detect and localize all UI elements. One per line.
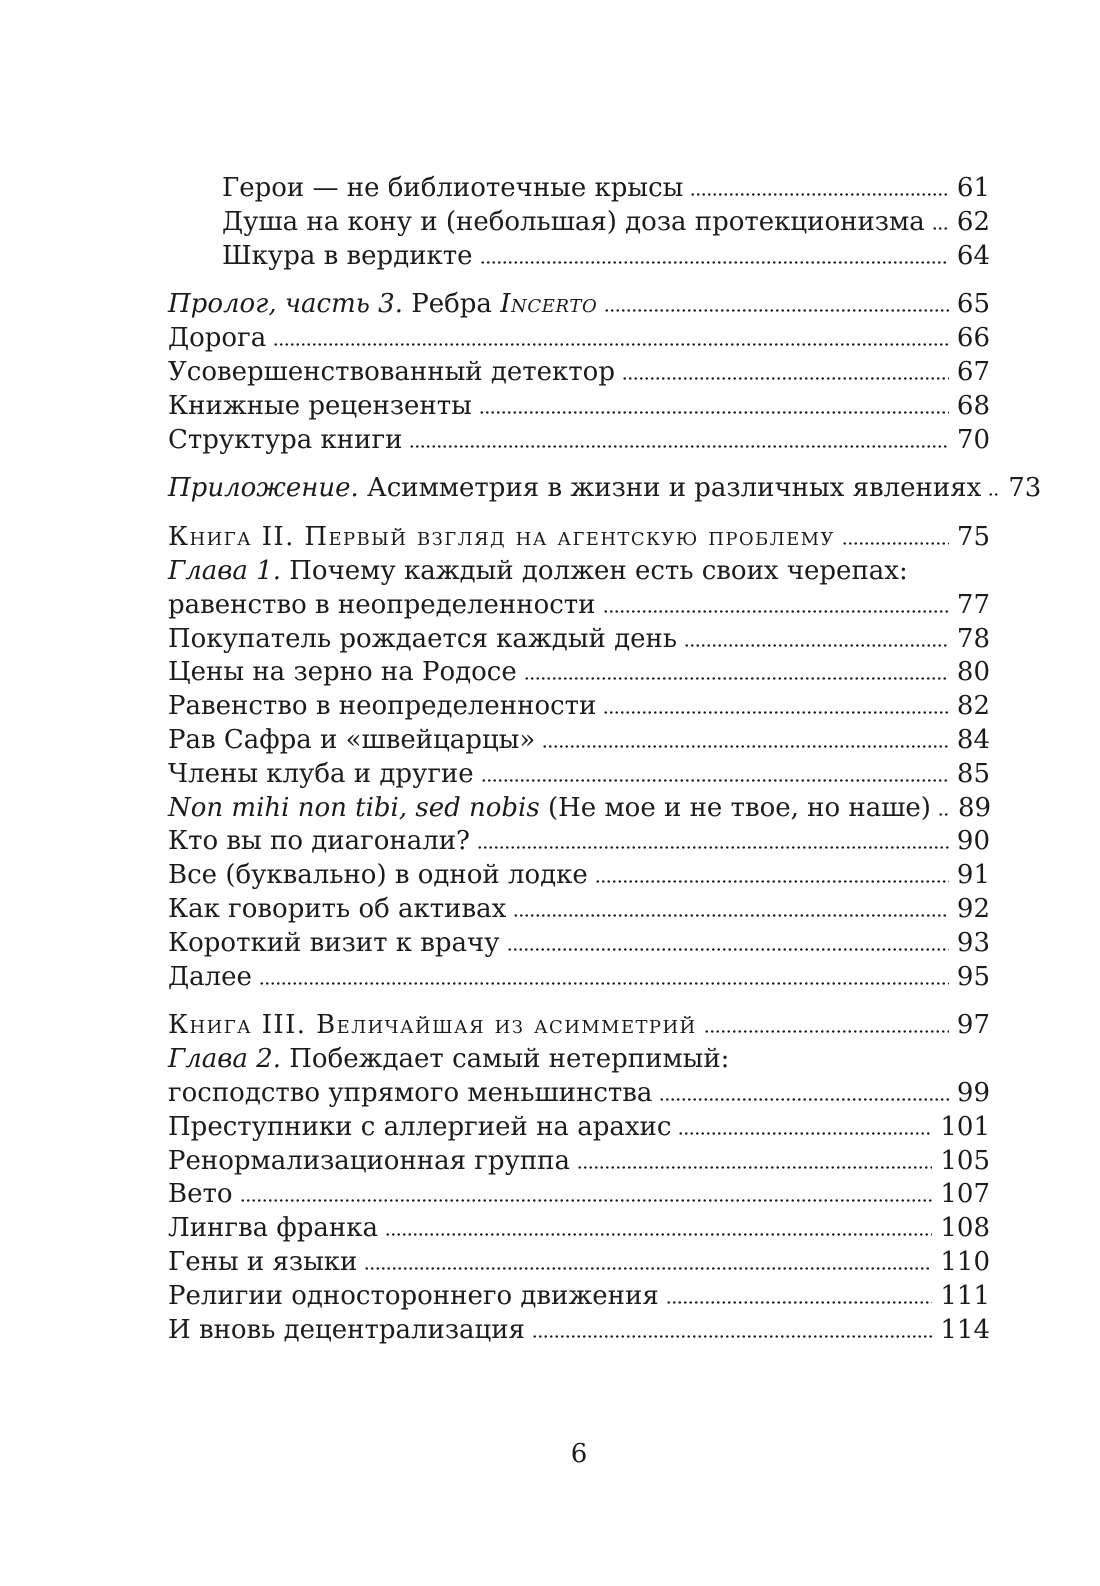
toc-page-ref: 99 <box>956 1077 990 1108</box>
toc-page-ref: 67 <box>956 356 990 387</box>
toc-row <box>168 172 990 206</box>
toc-entry-text <box>168 589 596 623</box>
toc-row <box>168 859 990 893</box>
toc-row <box>168 724 990 758</box>
toc-entry-segment: Члены клуба и другие <box>168 758 474 789</box>
toc-page-ref: 114 <box>940 1314 990 1345</box>
toc-entry-segment: Религии одностороннего движения <box>168 1280 659 1311</box>
toc-entry-segment: Глава 1. <box>168 555 281 586</box>
toc-entry-segment: Душа на кону и (небольшая) доза протекционизма <box>222 206 925 237</box>
toc-entry-text <box>168 961 252 995</box>
toc-page-ref: 77 <box>956 589 990 620</box>
toc-page-ref: 107 <box>940 1179 990 1210</box>
toc-entry-text <box>168 356 615 390</box>
toc-page-ref: 70 <box>956 424 990 455</box>
toc-entry-text <box>168 1178 233 1212</box>
toc-entry-segment: Вето <box>168 1179 233 1210</box>
toc-row <box>168 322 990 356</box>
toc-entry-text <box>168 555 908 589</box>
toc-row <box>168 1246 990 1280</box>
toc-page-ref: 68 <box>956 390 990 421</box>
toc-entry-text <box>222 240 473 274</box>
toc-row <box>168 893 990 927</box>
toc-entry-text <box>168 1212 378 1246</box>
toc-entry-segment: Ребра <box>402 289 501 320</box>
toc-entry-segment: Далее <box>168 961 252 992</box>
toc-entry-segment: Дорога <box>168 323 267 354</box>
toc-entry-segment: Рав Сафра и «швейцарцы» <box>168 724 536 755</box>
toc-group <box>168 288 990 457</box>
toc-entry-text <box>168 1043 729 1077</box>
toc-entry-segment: Все (буквально) в одной лодке <box>168 860 588 891</box>
toc-row <box>168 1009 990 1043</box>
dot-leader <box>932 227 949 230</box>
toc-entry-segment: Асимметрия в жизни и различных явлениях <box>358 473 982 504</box>
dot-leader <box>481 779 949 782</box>
toc-entry-segment: Гены и языки <box>168 1246 358 1277</box>
dot-leader <box>938 813 950 816</box>
dot-leader <box>603 610 949 613</box>
toc-page-ref: 91 <box>956 860 990 891</box>
toc-entry-text <box>168 859 588 893</box>
toc-page-ref: 92 <box>956 893 990 924</box>
toc-page-ref: 78 <box>956 623 990 654</box>
toc-entry-segment: Структура книги <box>168 424 403 455</box>
toc-row <box>168 589 990 623</box>
toc-entry-text <box>168 927 500 961</box>
toc-row <box>168 240 990 274</box>
toc-entry-text <box>168 724 535 758</box>
toc-page-ref: 84 <box>956 724 990 755</box>
toc-row <box>168 1178 990 1212</box>
toc-entry-segment: Почему каждый должен есть своих черепах: <box>280 555 908 586</box>
toc-entry-text <box>222 206 925 240</box>
toc-row <box>168 1077 990 1111</box>
dot-leader <box>524 677 949 680</box>
toc-entry-segment: Книга II. Первый взгляд на агентскую проблему <box>168 522 835 553</box>
dot-leader <box>659 1098 948 1101</box>
toc-row <box>168 792 990 826</box>
toc-page-ref: 108 <box>940 1213 990 1244</box>
toc-entry-segment: Ренормализационная группа <box>168 1145 571 1176</box>
toc-row <box>168 656 990 690</box>
toc-entry-segment: Шкура в вердикте <box>222 240 473 271</box>
toc-row <box>168 288 990 322</box>
toc-entry-segment: Пролог, часть 3. <box>168 289 403 320</box>
toc-entry-segment: Non mihi non tibi, sed nobis <box>168 792 540 823</box>
toc-page-ref: 101 <box>940 1111 990 1142</box>
toc-entry-segment: Приложение. <box>168 473 359 504</box>
toc-page-ref: 62 <box>956 206 990 237</box>
toc-row <box>168 424 990 458</box>
toc-entry-segment: Герои — не библиотечные крысы <box>222 173 684 203</box>
toc-group <box>168 472 1042 506</box>
toc-row <box>168 825 990 859</box>
toc-row <box>168 1145 990 1179</box>
toc-page-ref: 80 <box>956 657 990 688</box>
toc-page-ref: 93 <box>956 927 990 958</box>
toc-entry-text <box>168 1314 525 1348</box>
toc-entry-text <box>168 1009 697 1043</box>
toc-entry-segment: Короткий визит к врачу <box>168 927 500 958</box>
dot-leader <box>477 846 949 849</box>
toc-row <box>168 927 990 961</box>
dot-leader <box>604 309 949 312</box>
toc-group <box>168 172 990 273</box>
dot-leader <box>988 493 1000 496</box>
toc-entry-segment: И вновь децентрализация <box>168 1314 525 1345</box>
toc-entry-segment: равенство в неопределенности <box>168 589 596 620</box>
toc-entry-text <box>168 390 472 424</box>
toc-entry-segment: Incerto <box>500 289 598 320</box>
dot-leader <box>273 343 949 346</box>
toc-entry-text <box>168 288 597 322</box>
toc-row <box>168 623 990 657</box>
toc-row <box>168 472 1042 506</box>
dot-leader <box>240 1199 933 1202</box>
dot-leader <box>259 982 949 985</box>
toc-row <box>168 758 990 792</box>
dot-leader <box>577 1166 932 1169</box>
dot-leader <box>678 1132 932 1135</box>
toc-row <box>168 1212 990 1246</box>
toc-entry-segment: господство упрямого меньшинства <box>168 1077 653 1108</box>
dot-leader <box>479 411 949 414</box>
toc-entry-segment: Побеждает самый нетерпимый: <box>280 1044 730 1075</box>
toc-row <box>168 690 990 724</box>
toc-group <box>168 521 990 994</box>
toc-entry-text <box>168 472 981 506</box>
dot-leader <box>666 1301 933 1304</box>
dot-leader <box>542 745 949 748</box>
toc-entry-segment: Усовершенствованный детектор <box>168 356 615 387</box>
toc-row <box>168 1111 990 1145</box>
toc-entry-segment: Книга III. Величайшая из асимметрий <box>168 1010 697 1041</box>
toc-page-ref: 110 <box>940 1246 990 1277</box>
toc-page-ref: 75 <box>956 522 990 553</box>
toc-page-ref: 61 <box>956 173 990 203</box>
dot-leader <box>409 445 948 448</box>
toc-entry-text <box>168 1111 671 1145</box>
toc-page-ref: 95 <box>956 961 990 992</box>
toc-page-ref: 66 <box>956 323 990 354</box>
dot-leader <box>704 1030 949 1033</box>
toc-entry-segment: Равенство в неопределенности <box>168 691 597 722</box>
toc-entry-segment: Кто вы по диагонали? <box>168 826 470 857</box>
dot-leader <box>480 261 949 264</box>
toc-page-ref: 82 <box>956 691 990 722</box>
toc-row <box>168 390 990 424</box>
dot-leader <box>684 644 949 647</box>
toc-entry-segment: Глава 2. <box>168 1044 281 1075</box>
toc-entry-text <box>168 424 402 458</box>
toc-entry-text <box>168 623 677 657</box>
toc-entry-segment: Цены на зерно на Родосе <box>168 657 517 688</box>
toc-entry-segment: Преступники с аллергией на арахис <box>168 1111 672 1142</box>
toc-entry-text <box>168 1145 570 1179</box>
dot-leader <box>622 377 949 380</box>
toc-page-ref: 85 <box>956 758 990 789</box>
toc-page-ref: 89 <box>957 792 992 823</box>
toc-page-ref: 97 <box>956 1010 990 1041</box>
toc-entry-text <box>168 1280 659 1314</box>
toc-row <box>168 356 990 390</box>
toc-row <box>168 1280 990 1314</box>
dot-leader <box>690 193 949 196</box>
toc-row <box>168 1314 990 1348</box>
dot-leader <box>532 1335 932 1338</box>
toc-page-ref: 105 <box>940 1145 990 1176</box>
toc-entry-segment: (Не мое и не твое, но наше) <box>539 792 931 823</box>
toc-entry-segment: Лингва франка <box>168 1213 378 1244</box>
toc-entry-text <box>168 322 266 356</box>
dot-leader <box>385 1233 932 1236</box>
toc-entry-text <box>168 1246 357 1280</box>
toc-entry-text <box>168 758 474 792</box>
dot-leader <box>603 711 949 714</box>
dot-leader <box>364 1267 932 1270</box>
dot-leader <box>842 542 949 545</box>
toc-page-ref: 64 <box>956 240 990 271</box>
dot-leader <box>507 948 949 951</box>
toc-page-ref: 111 <box>940 1280 990 1311</box>
toc-entry-text <box>168 825 470 859</box>
toc-page-ref: 90 <box>956 826 990 857</box>
dot-leader <box>513 914 949 917</box>
toc-entry-text <box>222 172 683 206</box>
dot-leader <box>595 880 949 883</box>
toc-entry-segment: Книжные рецензенты <box>168 390 472 421</box>
toc-entry-segment: Как говорить об активах <box>168 893 507 924</box>
toc-row <box>168 1043 990 1077</box>
toc-page-ref: 65 <box>956 289 990 320</box>
toc-entry-text <box>168 690 596 724</box>
toc-entry-text <box>168 1077 652 1111</box>
toc-entry-text <box>168 792 931 826</box>
toc-page-ref: 73 <box>1008 473 1042 504</box>
toc-entry-text <box>168 893 506 927</box>
toc-row <box>168 555 990 589</box>
toc-row <box>168 961 990 995</box>
toc-group <box>168 1009 990 1347</box>
toc-row <box>168 206 990 240</box>
toc-entry-text <box>168 656 517 690</box>
toc-entry-segment: Покупатель рождается каждый день <box>168 623 677 654</box>
folio-page-number: 6 <box>570 1439 588 1470</box>
toc-entry-text <box>168 521 835 555</box>
toc-row <box>168 521 990 555</box>
